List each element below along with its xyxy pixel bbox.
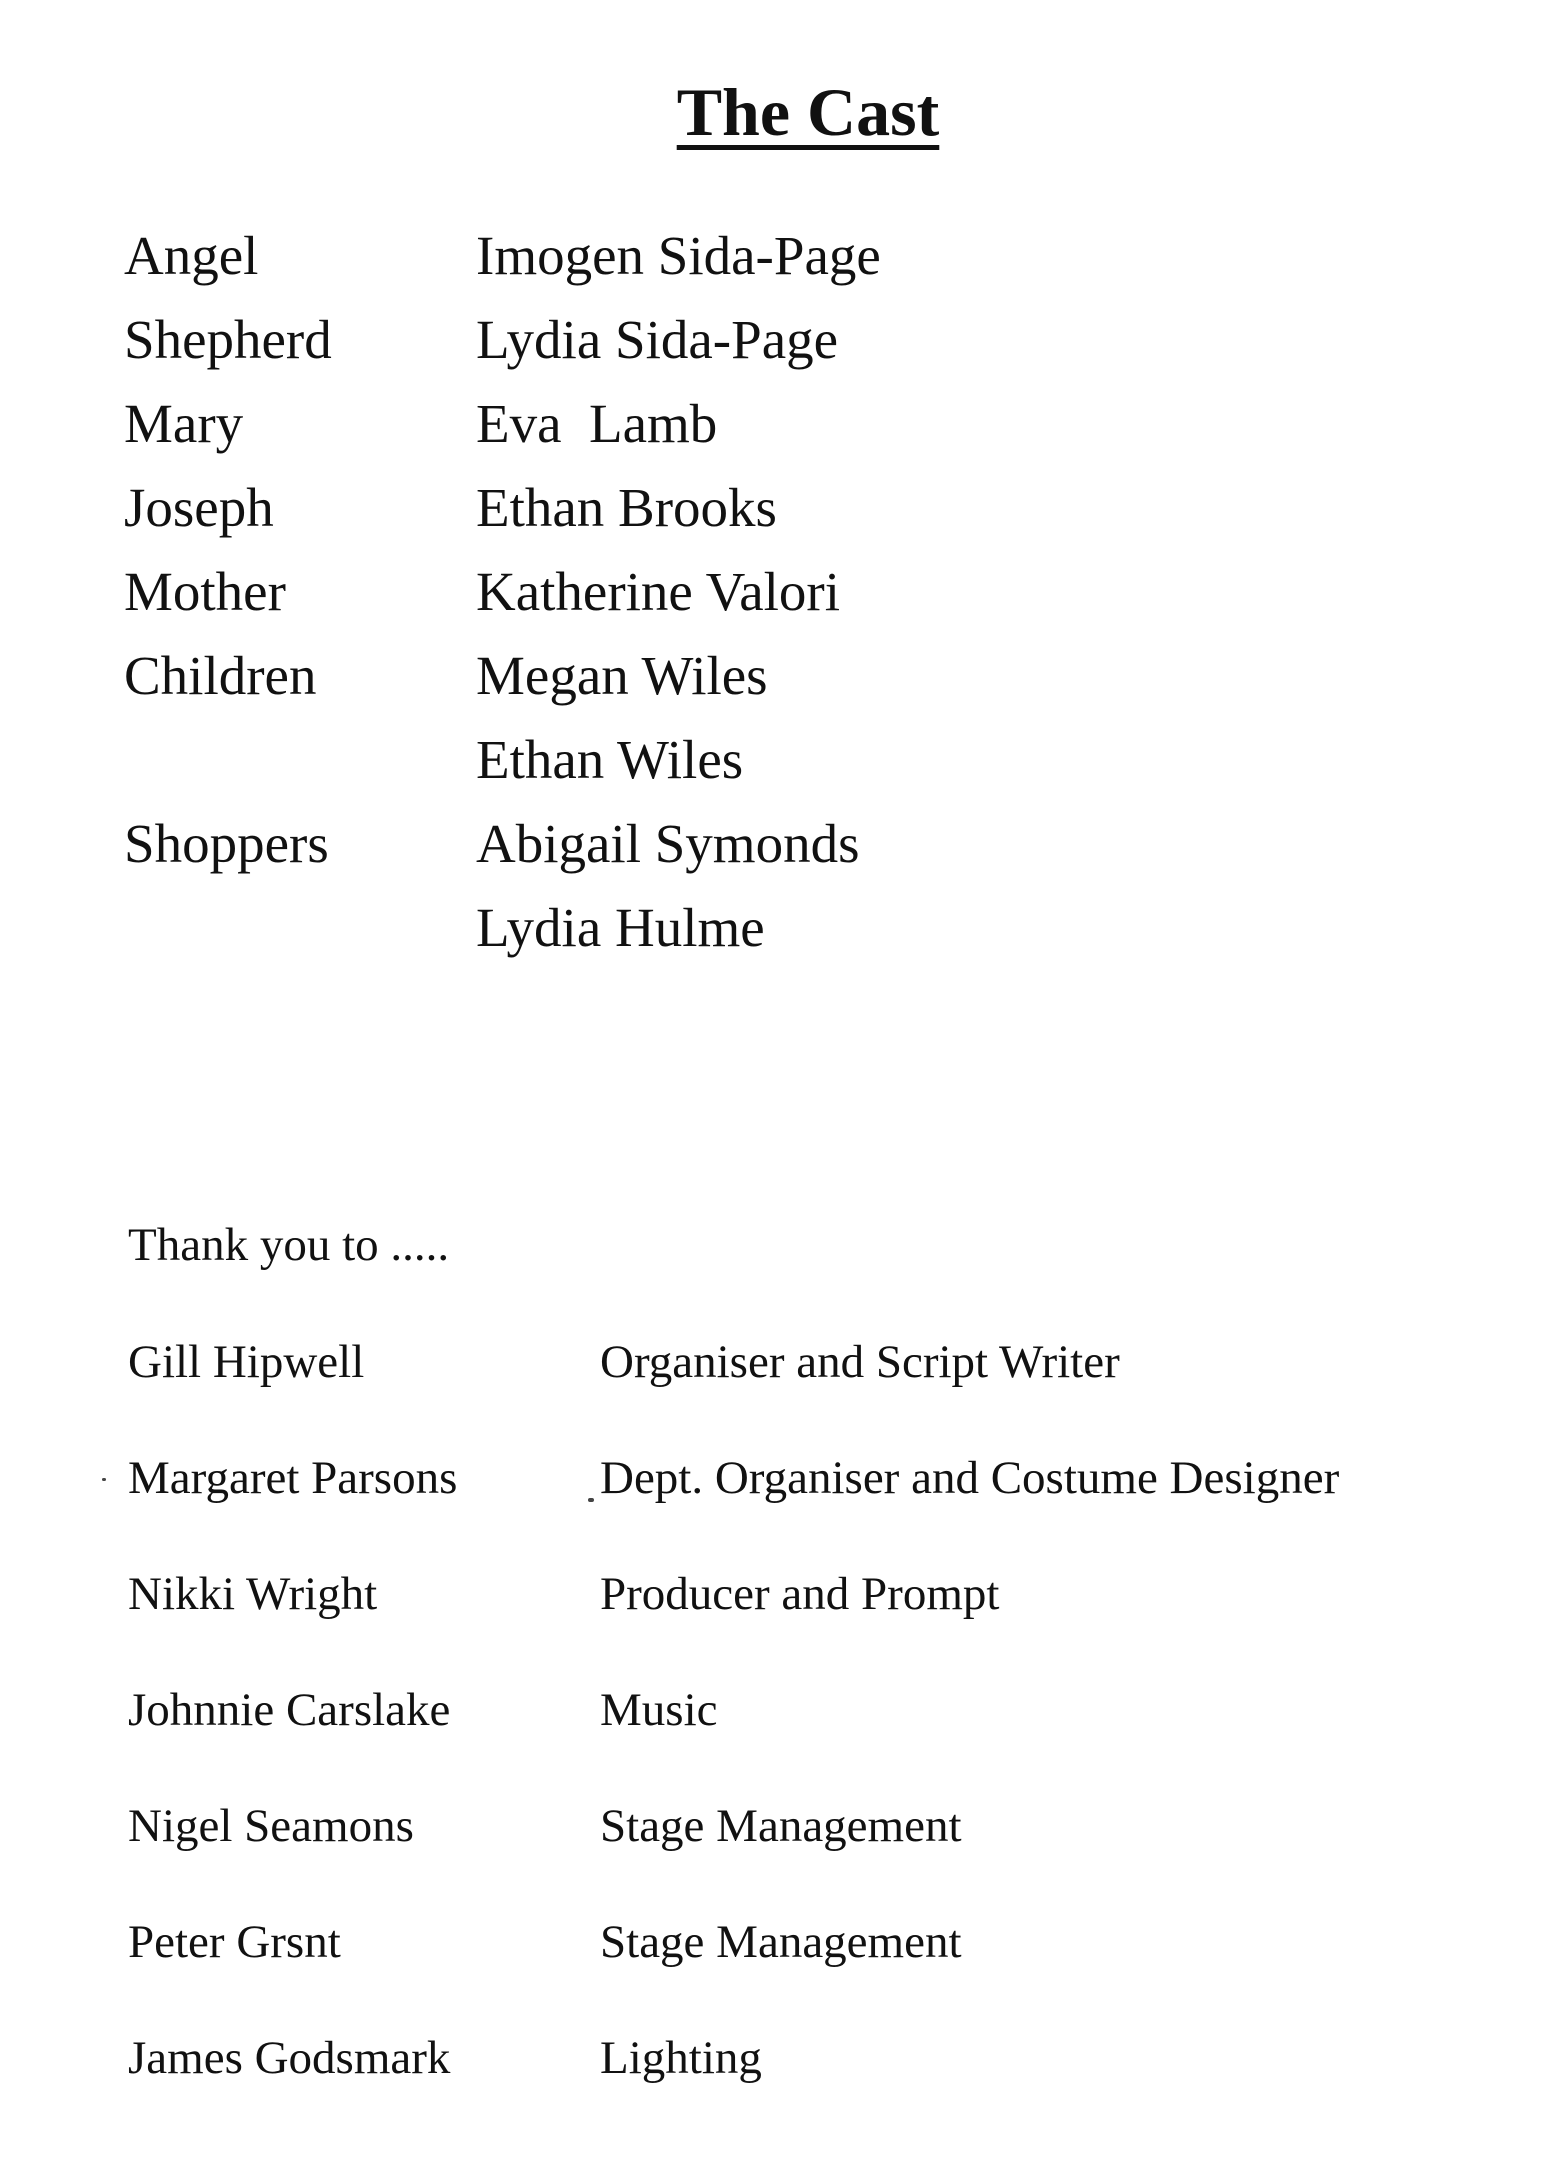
- credit-row: [0, 1443, 1544, 1513]
- cast-actor: Megan Wiles: [476, 645, 768, 706]
- cast-actor: Imogen Sida-Page: [476, 225, 881, 286]
- cast-actor: Katherine Valori: [476, 561, 840, 622]
- cast-role: Angel: [124, 225, 259, 286]
- credit-role: Producer and Prompt: [600, 1568, 1000, 1620]
- credit-row: [0, 1907, 1544, 1977]
- cast-row: [0, 298, 1544, 382]
- credit-role: Stage Management: [600, 1916, 962, 1968]
- thanks-heading: Thank you to .....: [128, 1219, 450, 1271]
- credit-role: Lighting: [600, 2032, 762, 2084]
- credit-role: Organiser and Script Writer: [600, 1336, 1120, 1388]
- credit-role: Music: [600, 1684, 718, 1736]
- cast-actor: Abigail Symonds: [476, 813, 860, 874]
- credit-name: Peter Grsnt: [128, 1916, 341, 1968]
- credit-name: Nikki Wright: [128, 1568, 378, 1620]
- credit-name: Johnnie Carslake: [128, 1684, 451, 1736]
- cast-actor: Ethan Brooks: [476, 477, 777, 538]
- scan-speck: [102, 1478, 106, 1481]
- cast-role: Joseph: [124, 477, 274, 538]
- credit-name: Nigel Seamons: [128, 1800, 414, 1852]
- credit-row: [0, 2023, 1544, 2093]
- cast-row: [0, 550, 1544, 634]
- cast-row: [0, 634, 1544, 718]
- cast-row: [0, 214, 1544, 298]
- credit-name: Margaret Parsons: [128, 1452, 458, 1504]
- cast-row: [0, 886, 1544, 970]
- cast-role: Shepherd: [124, 309, 332, 370]
- cast-role: Mary: [124, 393, 244, 454]
- credit-role: Stage Management: [600, 1800, 962, 1852]
- cast-role: Shoppers: [124, 813, 329, 874]
- cast-role: Children: [124, 645, 317, 706]
- cast-row: [0, 802, 1544, 886]
- cast-actor: Lydia Sida-Page: [476, 309, 839, 370]
- page-title: The Cast: [676, 74, 940, 150]
- credit-row: [0, 1791, 1544, 1861]
- cast-row: [0, 382, 1544, 466]
- cast-row: [0, 466, 1544, 550]
- credit-row: [0, 1327, 1544, 1397]
- cast-actor: Ethan Wiles: [476, 729, 744, 790]
- credit-row: [0, 1675, 1544, 1745]
- credit-name: Gill Hipwell: [128, 1336, 365, 1388]
- credit-name: James Godsmark: [128, 2032, 451, 2084]
- cast-row: [0, 718, 1544, 802]
- cast-role: Mother: [124, 561, 286, 622]
- cast-actor: Lydia Hulme: [476, 897, 765, 958]
- credit-row: [0, 1559, 1544, 1629]
- cast-actor: Eva Lamb: [476, 393, 718, 454]
- credit-role: Dept. Organiser and Costume Designer: [600, 1452, 1340, 1504]
- scan-speck: [588, 1498, 594, 1502]
